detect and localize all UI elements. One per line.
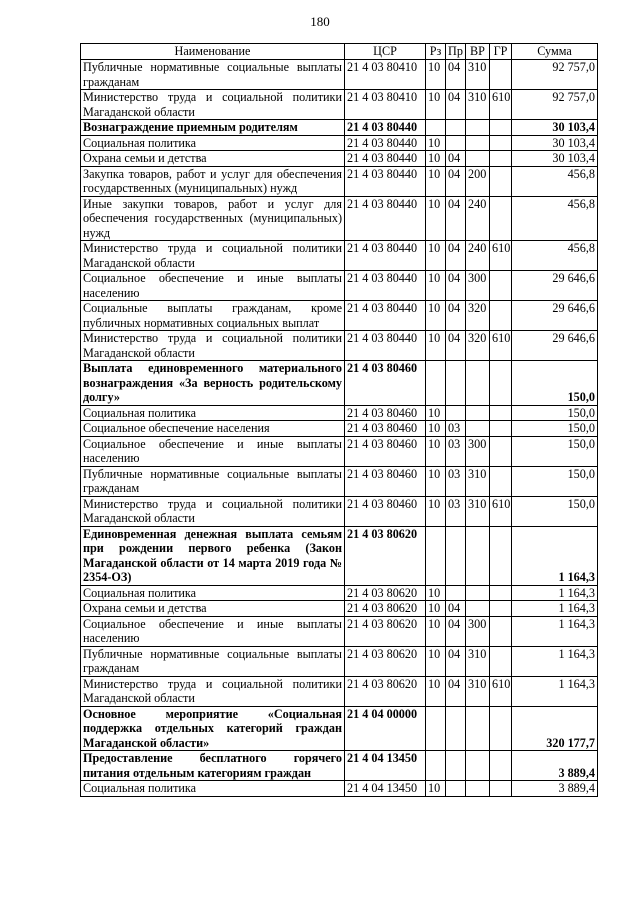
cell-pr: 04 <box>446 646 466 676</box>
header-gr: ГР <box>490 44 512 60</box>
cell-sum: 150,0 <box>512 466 598 496</box>
cell-name: Социальное обеспечение населения <box>81 421 345 437</box>
cell-rz: 10 <box>426 585 446 601</box>
cell-vr <box>466 781 490 797</box>
cell-rz: 10 <box>426 436 446 466</box>
cell-rz <box>426 361 446 406</box>
table-header-row <box>81 44 598 60</box>
cell-pr: 04 <box>446 151 466 167</box>
cell-gr <box>490 781 512 797</box>
cell-name: Иные закупки товаров, работ и услуг для обеспечения государственных (муниципальных) нужд <box>81 196 345 241</box>
cell-gr: 610 <box>490 676 512 706</box>
cell-pr: 04 <box>446 676 466 706</box>
cell-vr <box>466 135 490 151</box>
cell-sum: 29 646,6 <box>512 301 598 331</box>
cell-pr: 04 <box>446 271 466 301</box>
cell-gr <box>490 751 512 781</box>
cell-vr: 320 <box>466 301 490 331</box>
cell-gr <box>490 436 512 466</box>
cell-csr: 21 4 03 80620 <box>345 526 426 585</box>
cell-sum: 30 103,4 <box>512 135 598 151</box>
cell-sum: 150,0 <box>512 361 598 406</box>
cell-gr <box>490 60 512 90</box>
cell-vr <box>466 120 490 136</box>
cell-pr <box>446 781 466 797</box>
table-row <box>81 601 598 617</box>
cell-pr: 04 <box>446 616 466 646</box>
cell-csr: 21 4 03 80460 <box>345 405 426 421</box>
cell-csr: 21 4 03 80410 <box>345 60 426 90</box>
cell-vr: 300 <box>466 271 490 301</box>
cell-sum: 1 164,3 <box>512 616 598 646</box>
cell-gr <box>490 421 512 437</box>
cell-csr: 21 4 04 00000 <box>345 706 426 751</box>
cell-name: Основное мероприятие «Социальная поддержка отдельных категорий граждан Магаданской области» <box>81 706 345 751</box>
cell-sum: 29 646,6 <box>512 331 598 361</box>
cell-pr: 04 <box>446 60 466 90</box>
cell-rz: 10 <box>426 90 446 120</box>
cell-rz: 10 <box>426 466 446 496</box>
table-row <box>81 585 598 601</box>
cell-csr: 21 4 03 80440 <box>345 331 426 361</box>
cell-rz: 10 <box>426 196 446 241</box>
cell-csr: 21 4 03 80460 <box>345 421 426 437</box>
cell-sum: 92 757,0 <box>512 90 598 120</box>
cell-name: Предоставление бесплатного горячего питания отдельным категориям граждан <box>81 751 345 781</box>
cell-name: Публичные нормативные социальные выплаты гражданам <box>81 466 345 496</box>
cell-sum: 150,0 <box>512 436 598 466</box>
cell-vr: 300 <box>466 616 490 646</box>
cell-pr: 03 <box>446 436 466 466</box>
header-rz: Рз <box>426 44 446 60</box>
cell-gr <box>490 151 512 167</box>
page-number: 180 <box>310 14 330 29</box>
cell-rz: 10 <box>426 135 446 151</box>
cell-rz: 10 <box>426 496 446 526</box>
cell-pr <box>446 405 466 421</box>
cell-vr <box>466 405 490 421</box>
cell-rz: 10 <box>426 151 446 167</box>
cell-pr <box>446 706 466 751</box>
cell-pr: 04 <box>446 196 466 241</box>
cell-rz <box>426 706 446 751</box>
cell-pr <box>446 135 466 151</box>
cell-pr: 04 <box>446 241 466 271</box>
cell-gr <box>490 646 512 676</box>
cell-sum: 456,8 <box>512 241 598 271</box>
table-row <box>81 361 598 406</box>
cell-gr <box>490 135 512 151</box>
cell-pr <box>446 751 466 781</box>
cell-vr: 200 <box>466 166 490 196</box>
cell-name: Социальное обеспечение и иные выплаты населению <box>81 616 345 646</box>
cell-gr <box>490 166 512 196</box>
table-row <box>81 60 598 90</box>
cell-rz: 10 <box>426 601 446 617</box>
table-row <box>81 120 598 136</box>
cell-rz <box>426 120 446 136</box>
cell-vr: 310 <box>466 90 490 120</box>
cell-vr: 320 <box>466 331 490 361</box>
cell-csr: 21 4 03 80620 <box>345 676 426 706</box>
cell-name: Социальная политика <box>81 585 345 601</box>
cell-csr: 21 4 03 80620 <box>345 646 426 676</box>
cell-sum: 92 757,0 <box>512 60 598 90</box>
cell-rz: 10 <box>426 405 446 421</box>
cell-vr: 310 <box>466 496 490 526</box>
cell-pr: 03 <box>446 496 466 526</box>
cell-sum: 1 164,3 <box>512 676 598 706</box>
cell-sum: 456,8 <box>512 196 598 241</box>
cell-name: Публичные нормативные социальные выплаты гражданам <box>81 646 345 676</box>
cell-rz: 10 <box>426 166 446 196</box>
cell-pr: 04 <box>446 331 466 361</box>
table-row <box>81 466 598 496</box>
cell-csr: 21 4 03 80410 <box>345 90 426 120</box>
cell-gr: 610 <box>490 90 512 120</box>
cell-gr <box>490 601 512 617</box>
cell-sum: 1 164,3 <box>512 585 598 601</box>
cell-vr: 240 <box>466 196 490 241</box>
cell-csr: 21 4 03 80460 <box>345 466 426 496</box>
cell-csr: 21 4 03 80440 <box>345 301 426 331</box>
header-csr: ЦСР <box>345 44 426 60</box>
cell-name: Министерство труда и социальной политики Магаданской области <box>81 241 345 271</box>
cell-gr <box>490 526 512 585</box>
table-row <box>81 405 598 421</box>
header-sum: Сумма <box>512 44 598 60</box>
cell-sum: 150,0 <box>512 421 598 437</box>
cell-csr: 21 4 03 80460 <box>345 436 426 466</box>
cell-name: Министерство труда и социальной политики Магаданской области <box>81 496 345 526</box>
cell-pr: 03 <box>446 421 466 437</box>
cell-csr: 21 4 03 80440 <box>345 271 426 301</box>
cell-vr: 300 <box>466 436 490 466</box>
cell-csr: 21 4 03 80460 <box>345 361 426 406</box>
table-row <box>81 676 598 706</box>
cell-csr: 21 4 03 80440 <box>345 135 426 151</box>
cell-name: Министерство труда и социальной политики Магаданской области <box>81 676 345 706</box>
cell-name: Социальное обеспечение и иные выплаты населению <box>81 436 345 466</box>
cell-csr: 21 4 04 13450 <box>345 751 426 781</box>
cell-pr: 03 <box>446 466 466 496</box>
cell-gr <box>490 466 512 496</box>
cell-name: Социальное обеспечение и иные выплаты населению <box>81 271 345 301</box>
cell-sum: 1 164,3 <box>512 601 598 617</box>
table-row <box>81 781 598 797</box>
budget-table <box>80 43 598 797</box>
table-row <box>81 436 598 466</box>
cell-csr: 21 4 03 80440 <box>345 196 426 241</box>
cell-sum: 30 103,4 <box>512 151 598 167</box>
cell-pr <box>446 526 466 585</box>
cell-rz: 10 <box>426 60 446 90</box>
cell-rz: 10 <box>426 646 446 676</box>
cell-gr <box>490 271 512 301</box>
cell-sum: 150,0 <box>512 496 598 526</box>
cell-csr: 21 4 03 80440 <box>345 241 426 271</box>
cell-name: Министерство труда и социальной политики Магаданской области <box>81 331 345 361</box>
table-row <box>81 616 598 646</box>
cell-csr: 21 4 03 80460 <box>345 496 426 526</box>
header-pr: Пр <box>446 44 466 60</box>
header-name: Наименование <box>81 44 345 60</box>
cell-name: Вознаграждение приемным родителям <box>81 120 345 136</box>
cell-vr: 310 <box>466 466 490 496</box>
cell-name: Социальные выплаты гражданам, кроме публичных нормативных социальных выплат <box>81 301 345 331</box>
cell-rz: 10 <box>426 301 446 331</box>
cell-csr: 21 4 03 80440 <box>345 166 426 196</box>
cell-gr <box>490 301 512 331</box>
table-row <box>81 751 598 781</box>
cell-name: Публичные нормативные социальные выплаты гражданам <box>81 60 345 90</box>
cell-vr <box>466 526 490 585</box>
cell-gr: 610 <box>490 241 512 271</box>
cell-sum: 3 889,4 <box>512 781 598 797</box>
cell-vr <box>466 361 490 406</box>
cell-csr: 21 4 03 80620 <box>345 585 426 601</box>
cell-rz: 10 <box>426 616 446 646</box>
cell-rz: 10 <box>426 781 446 797</box>
cell-csr: 21 4 03 80620 <box>345 601 426 617</box>
cell-sum: 456,8 <box>512 166 598 196</box>
cell-pr: 04 <box>446 301 466 331</box>
cell-pr: 04 <box>446 601 466 617</box>
cell-pr <box>446 361 466 406</box>
cell-rz: 10 <box>426 331 446 361</box>
cell-sum: 29 646,6 <box>512 271 598 301</box>
cell-vr <box>466 601 490 617</box>
cell-vr: 310 <box>466 676 490 706</box>
cell-vr <box>466 585 490 601</box>
table-row <box>81 196 598 241</box>
cell-gr <box>490 616 512 646</box>
table-row <box>81 90 598 120</box>
table-row <box>81 526 598 585</box>
cell-gr <box>490 196 512 241</box>
table-row <box>81 331 598 361</box>
cell-sum: 1 164,3 <box>512 526 598 585</box>
table-row <box>81 301 598 331</box>
header-vr: ВР <box>466 44 490 60</box>
cell-vr <box>466 751 490 781</box>
cell-rz: 10 <box>426 676 446 706</box>
cell-gr <box>490 405 512 421</box>
cell-vr <box>466 151 490 167</box>
cell-name: Социальная политика <box>81 405 345 421</box>
cell-pr <box>446 585 466 601</box>
table-row <box>81 706 598 751</box>
table-row <box>81 151 598 167</box>
table-row <box>81 166 598 196</box>
cell-name: Закупка товаров, работ и услуг для обеспечения государственных (муниципальных) нужд <box>81 166 345 196</box>
cell-sum: 150,0 <box>512 405 598 421</box>
cell-name: Выплата единовременного материального вознаграждения «За верность родительскому долгу» <box>81 361 345 406</box>
cell-gr <box>490 706 512 751</box>
cell-pr: 04 <box>446 166 466 196</box>
cell-sum: 3 889,4 <box>512 751 598 781</box>
cell-vr: 310 <box>466 646 490 676</box>
cell-name: Министерство труда и социальной политики Магаданской области <box>81 90 345 120</box>
cell-gr: 610 <box>490 496 512 526</box>
table-row <box>81 421 598 437</box>
cell-rz <box>426 526 446 585</box>
cell-rz: 10 <box>426 241 446 271</box>
table-row <box>81 241 598 271</box>
table-body <box>81 60 598 797</box>
cell-csr: 21 4 03 80620 <box>345 616 426 646</box>
cell-vr <box>466 706 490 751</box>
cell-rz: 10 <box>426 271 446 301</box>
cell-pr <box>446 120 466 136</box>
cell-rz <box>426 751 446 781</box>
table-row <box>81 135 598 151</box>
table-row <box>81 646 598 676</box>
table-row <box>81 271 598 301</box>
cell-name: Социальная политика <box>81 781 345 797</box>
cell-csr: 21 4 03 80440 <box>345 120 426 136</box>
cell-sum: 320 177,7 <box>512 706 598 751</box>
cell-name: Охрана семьи и детства <box>81 151 345 167</box>
cell-gr <box>490 361 512 406</box>
cell-vr: 310 <box>466 60 490 90</box>
cell-rz: 10 <box>426 421 446 437</box>
cell-gr <box>490 585 512 601</box>
table-row <box>81 496 598 526</box>
cell-pr: 04 <box>446 90 466 120</box>
cell-csr: 21 4 04 13450 <box>345 781 426 797</box>
cell-vr <box>466 421 490 437</box>
cell-gr: 610 <box>490 331 512 361</box>
cell-sum: 30 103,4 <box>512 120 598 136</box>
cell-name: Единовременная денежная выплата семьям при рождении первого ребенка (Закон Магаданской области от 14 марта 2019 года № 2354-ОЗ) <box>81 526 345 585</box>
cell-name: Социальная политика <box>81 135 345 151</box>
cell-name: Охрана семьи и детства <box>81 601 345 617</box>
cell-vr: 240 <box>466 241 490 271</box>
cell-gr <box>490 120 512 136</box>
cell-csr: 21 4 03 80440 <box>345 151 426 167</box>
cell-sum: 1 164,3 <box>512 646 598 676</box>
